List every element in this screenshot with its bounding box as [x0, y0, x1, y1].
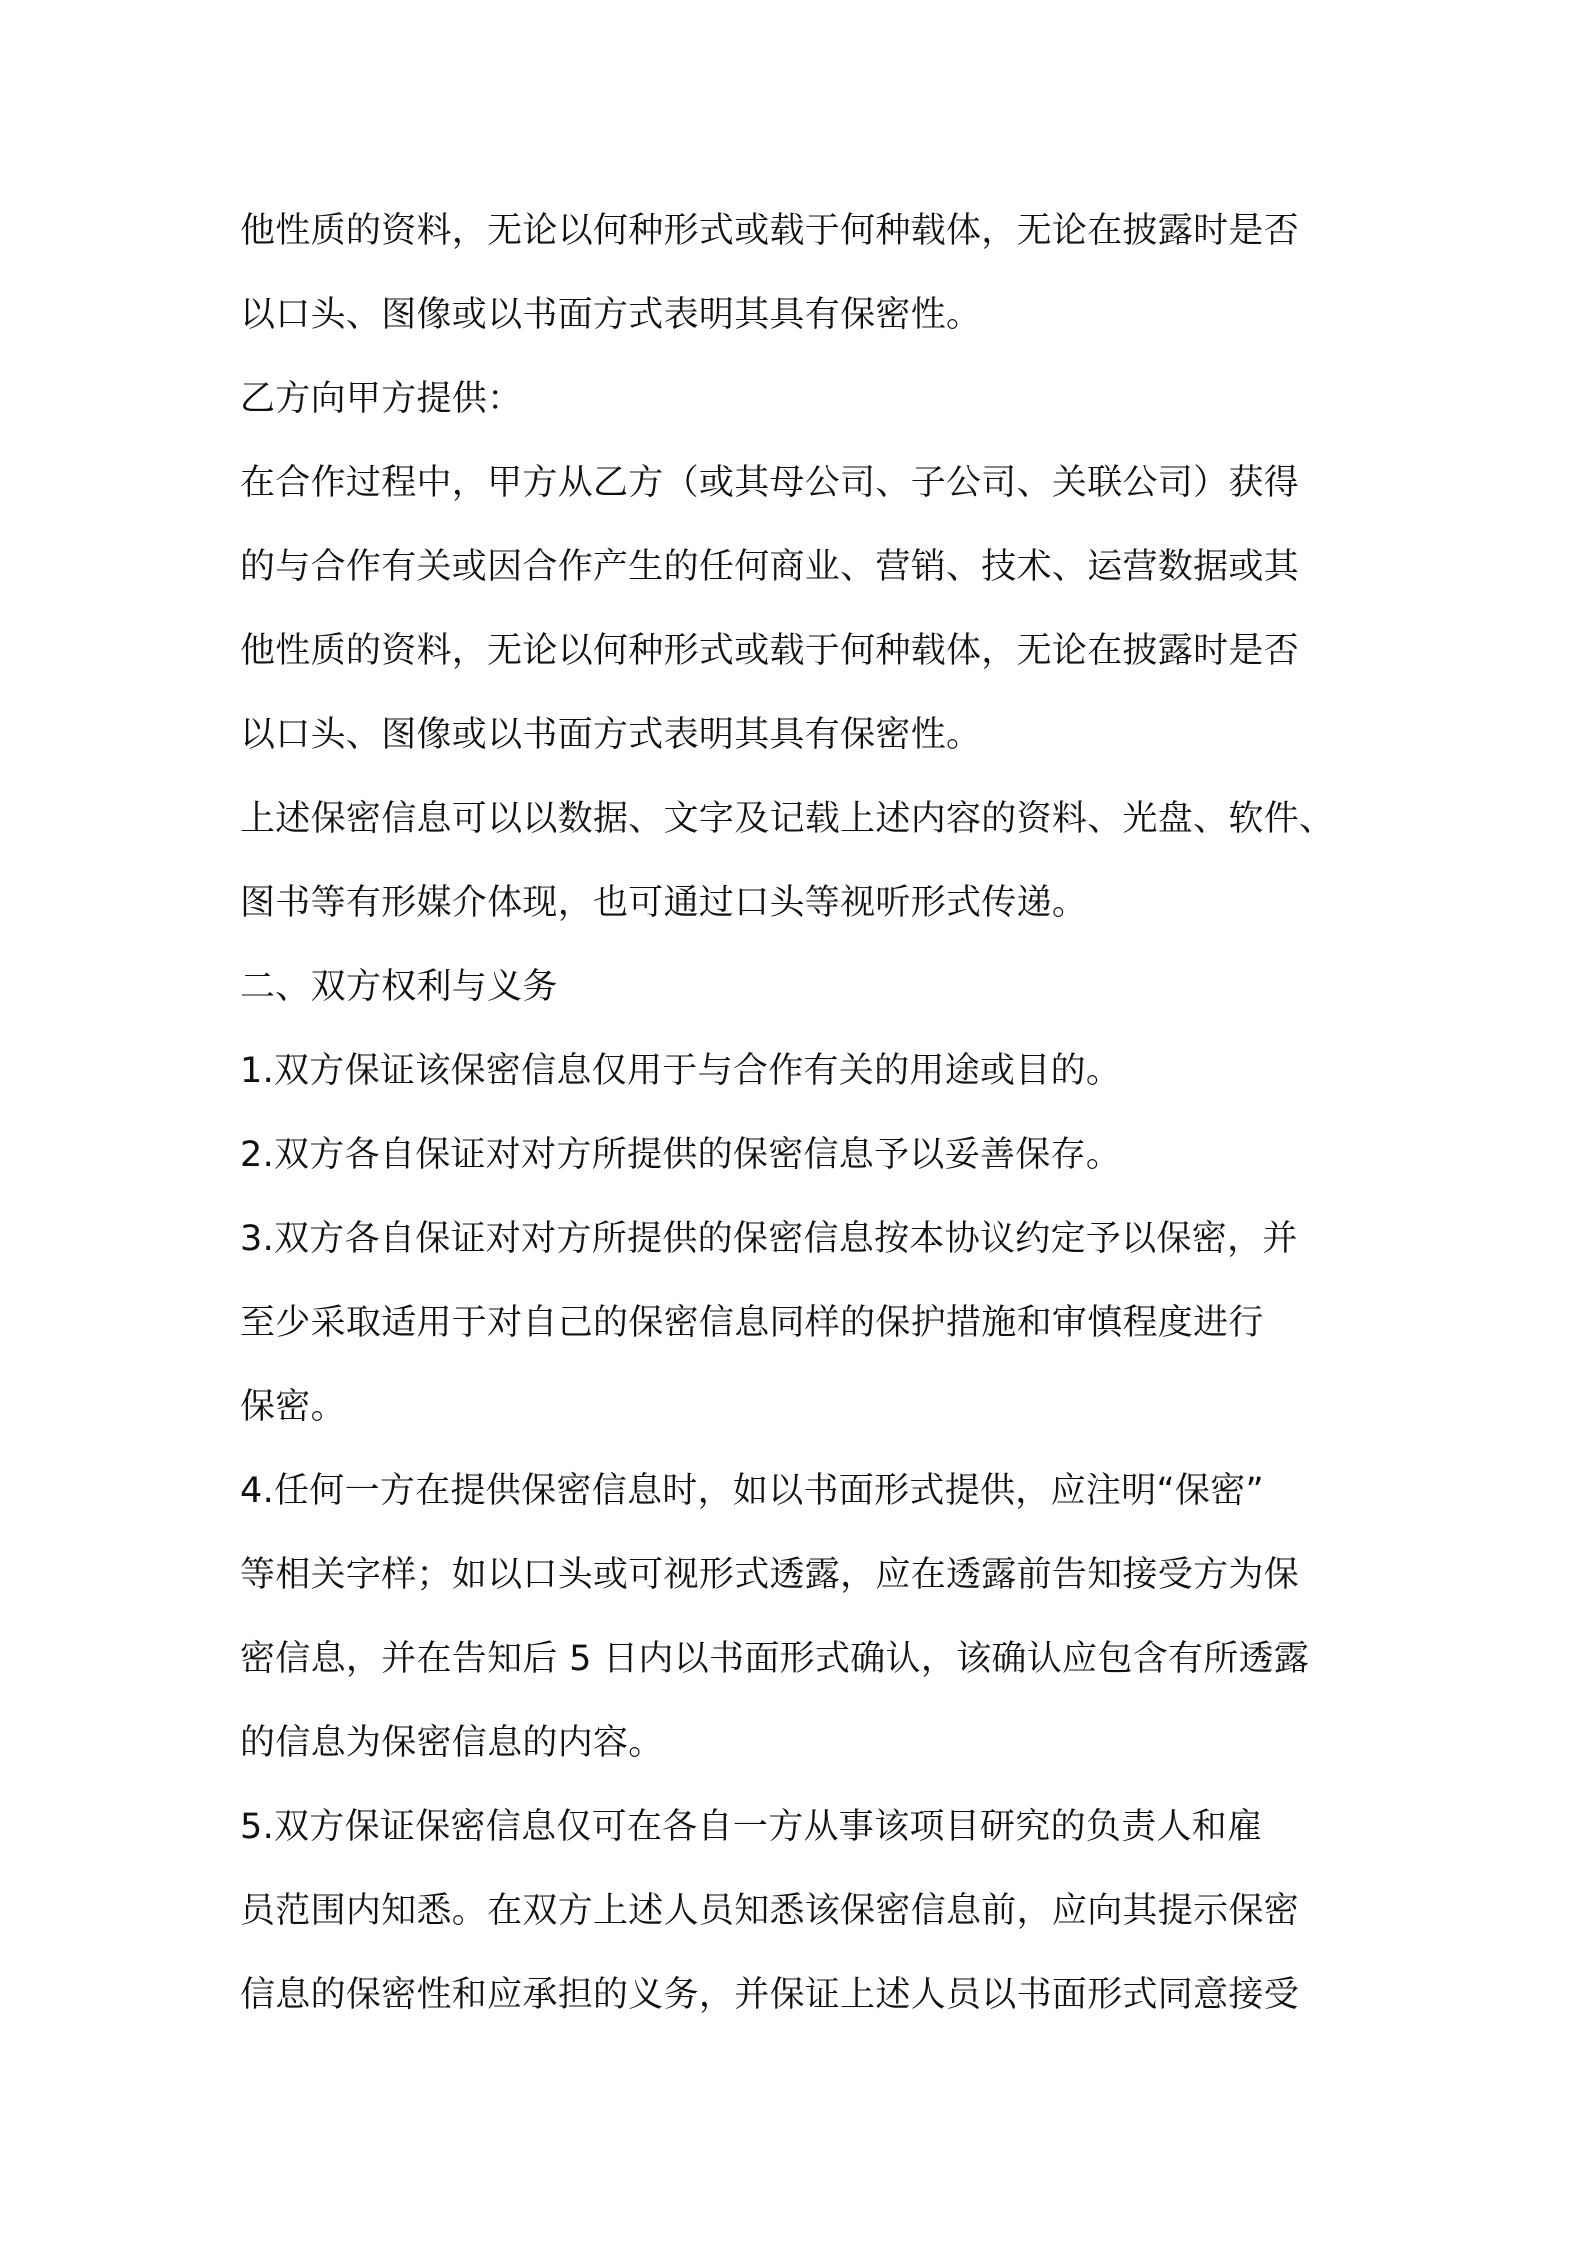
text-line: 5.双方保证保密信息仅可在各自一方从事该项目研究的负责人和雇 [240, 1807, 1263, 1847]
text-line: 图书等有形媒介体现，也可通过口头等视听形式传递。 [240, 883, 1088, 923]
text-line: 的与合作有关或因合作产生的任何商业、营销、技术、运营数据或其 [240, 547, 1300, 587]
text-line: 2.双方各自保证对对方所提供的保密信息予以妥善保存。 [240, 1135, 1122, 1175]
text-line: 信息的保密性和应承担的义务，并保证上述人员以书面形式同意接受 [240, 1975, 1300, 2015]
text-line: 等相关字样；如以口头或可视形式透露，应在透露前告知接受方为保 [240, 1555, 1300, 1595]
text-line: 的信息为保密信息的内容。 [240, 1723, 664, 1763]
text-line: 密信息，并在告知后 5 日内以书面形式确认，该确认应包含有所透露 [240, 1639, 1310, 1679]
text-line: 上述保密信息可以以数据、文字及记载上述内容的资料、光盘、软件、 [240, 799, 1335, 839]
section-heading: 二、双方权利与义务 [240, 967, 558, 1007]
text-line: 他性质的资料，无论以何种形式或载于何种载体，无论在披露时是否 [240, 631, 1300, 671]
text-line: 3.双方各自保证对对方所提供的保密信息按本协议约定予以保密，并 [240, 1219, 1298, 1259]
text-line: 至少采取适用于对自己的保密信息同样的保护措施和审慎程度进行 [240, 1303, 1264, 1343]
text-line: 他性质的资料，无论以何种形式或载于何种载体，无论在披露时是否 [240, 211, 1300, 251]
text-line: 保密。 [240, 1387, 346, 1427]
text-line: 以口头、图像或以书面方式表明其具有保密性。 [240, 295, 982, 335]
text-line: 在合作过程中，甲方从乙方（或其母公司、子公司、关联公司）获得 [240, 463, 1300, 503]
text-line: 以口头、图像或以书面方式表明其具有保密性。 [240, 715, 982, 755]
text-line: 4.任何一方在提供保密信息时，如以书面形式提供，应注明“保密” [240, 1471, 1264, 1511]
text-line: 员范围内知悉。在双方上述人员知悉该保密信息前，应向其提示保密 [240, 1891, 1300, 1931]
text-line: 乙方向甲方提供： [240, 379, 523, 419]
text-line: 1.双方保证该保密信息仅用于与合作有关的用途或目的。 [240, 1051, 1122, 1091]
